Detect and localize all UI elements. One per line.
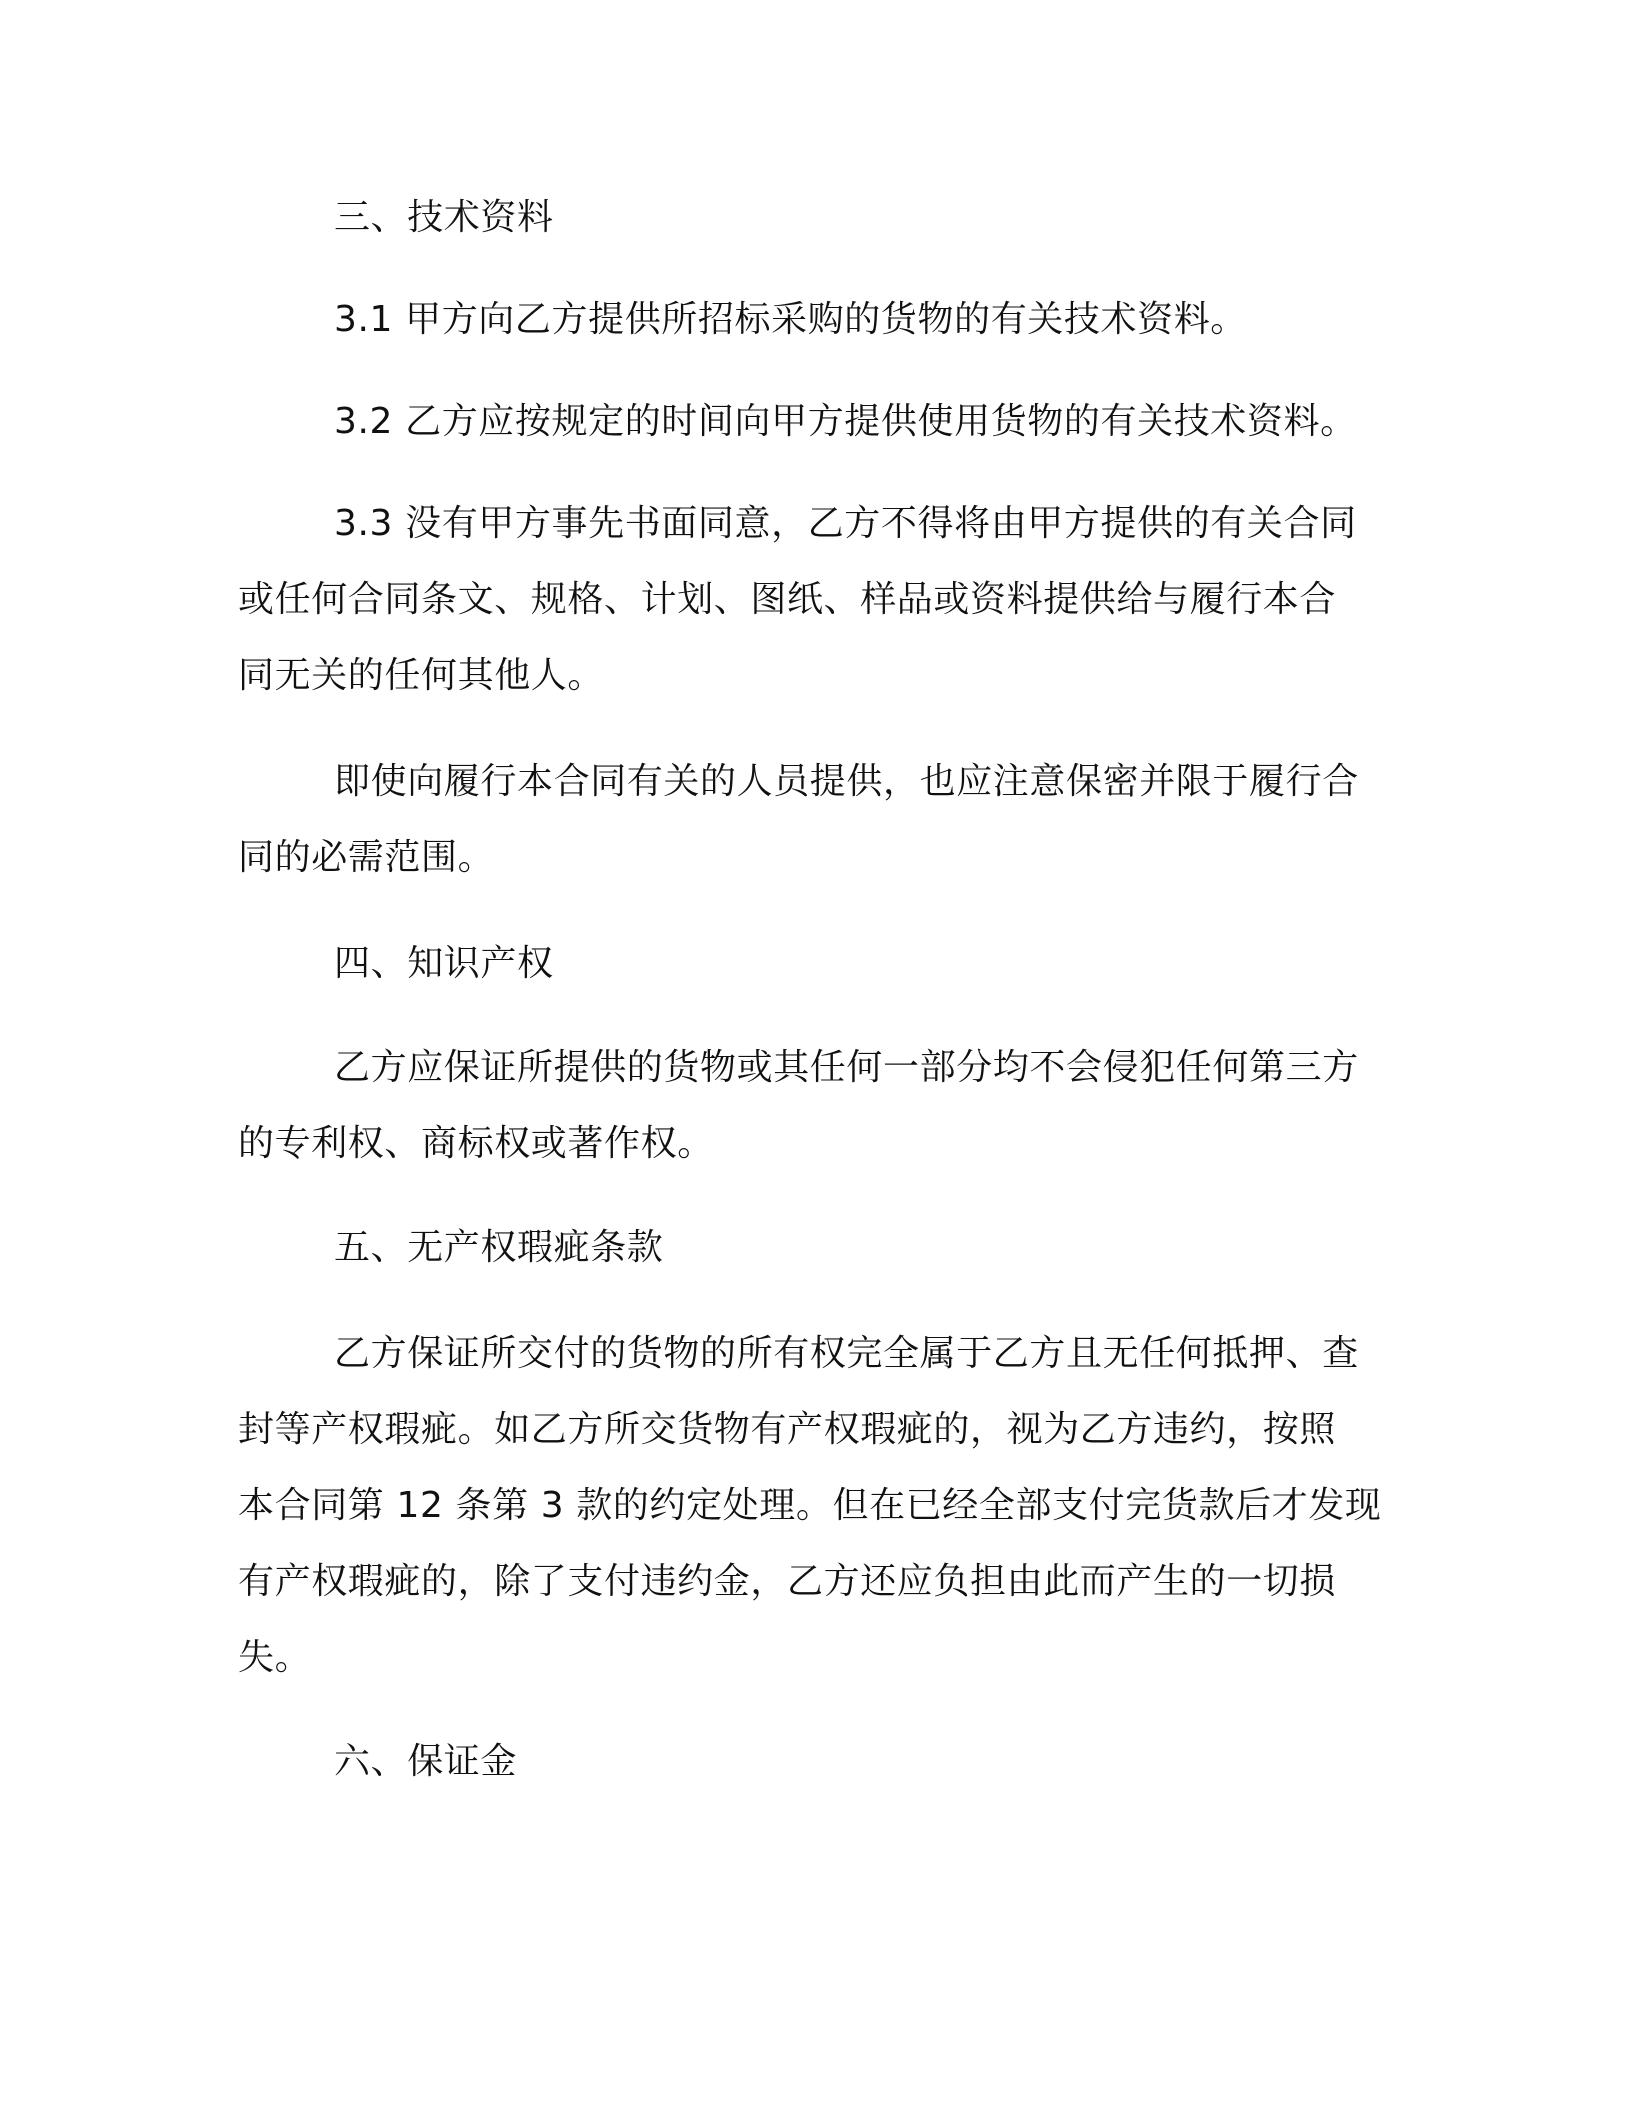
title-defect-paragraph-line-5: 失。 [238, 1637, 312, 1678]
ip-paragraph-line-2: 的专利权、商标权或著作权。 [238, 1123, 714, 1164]
clause-3-3-line-2: 或任何合同条文、规格、计划、图纸、样品或资料提供给与履行本合 [238, 579, 1337, 620]
confidentiality-paragraph-line-1: 即使向履行本合同有关的人员提供，也应注意保密并限于履行合 [334, 761, 1359, 802]
section-heading-deposit: 六、保证金 [334, 1741, 518, 1782]
confidentiality-paragraph-line-2: 同的必需范围。 [238, 837, 495, 878]
title-defect-paragraph-line-2: 封等产权瑕疵。如乙方所交货物有产权瑕疵的，视为乙方违约，按照 [238, 1409, 1337, 1450]
clause-3-3-line-1: 3.3 没有甲方事先书面同意，乙方不得将由甲方提供的有关合同 [334, 503, 1357, 544]
section-heading-technical-data: 三、技术资料 [334, 197, 554, 238]
clause-3-3-line-3: 同无关的任何其他人。 [238, 655, 605, 696]
clause-3-2: 3.2 乙方应按规定的时间向甲方提供使用货物的有关技术资料。 [334, 401, 1357, 442]
section-heading-title-defect: 五、无产权瑕疵条款 [334, 1227, 664, 1268]
title-defect-paragraph-line-1: 乙方保证所交付的货物的所有权完全属于乙方且无任何抵押、查 [334, 1333, 1359, 1374]
title-defect-paragraph-line-4: 有产权瑕疵的，除了支付违约金，乙方还应负担由此而产生的一切损 [238, 1561, 1337, 1602]
section-heading-intellectual-property: 四、知识产权 [334, 943, 554, 984]
clause-3-1: 3.1 甲方向乙方提供所招标采购的货物的有关技术资料。 [334, 299, 1247, 340]
title-defect-paragraph-line-3: 本合同第 12 条第 3 款的约定处理。但在已经全部支付完货款后才发现 [238, 1485, 1382, 1526]
ip-paragraph-line-1: 乙方应保证所提供的货物或其任何一部分均不会侵犯任何第三方 [334, 1047, 1359, 1088]
